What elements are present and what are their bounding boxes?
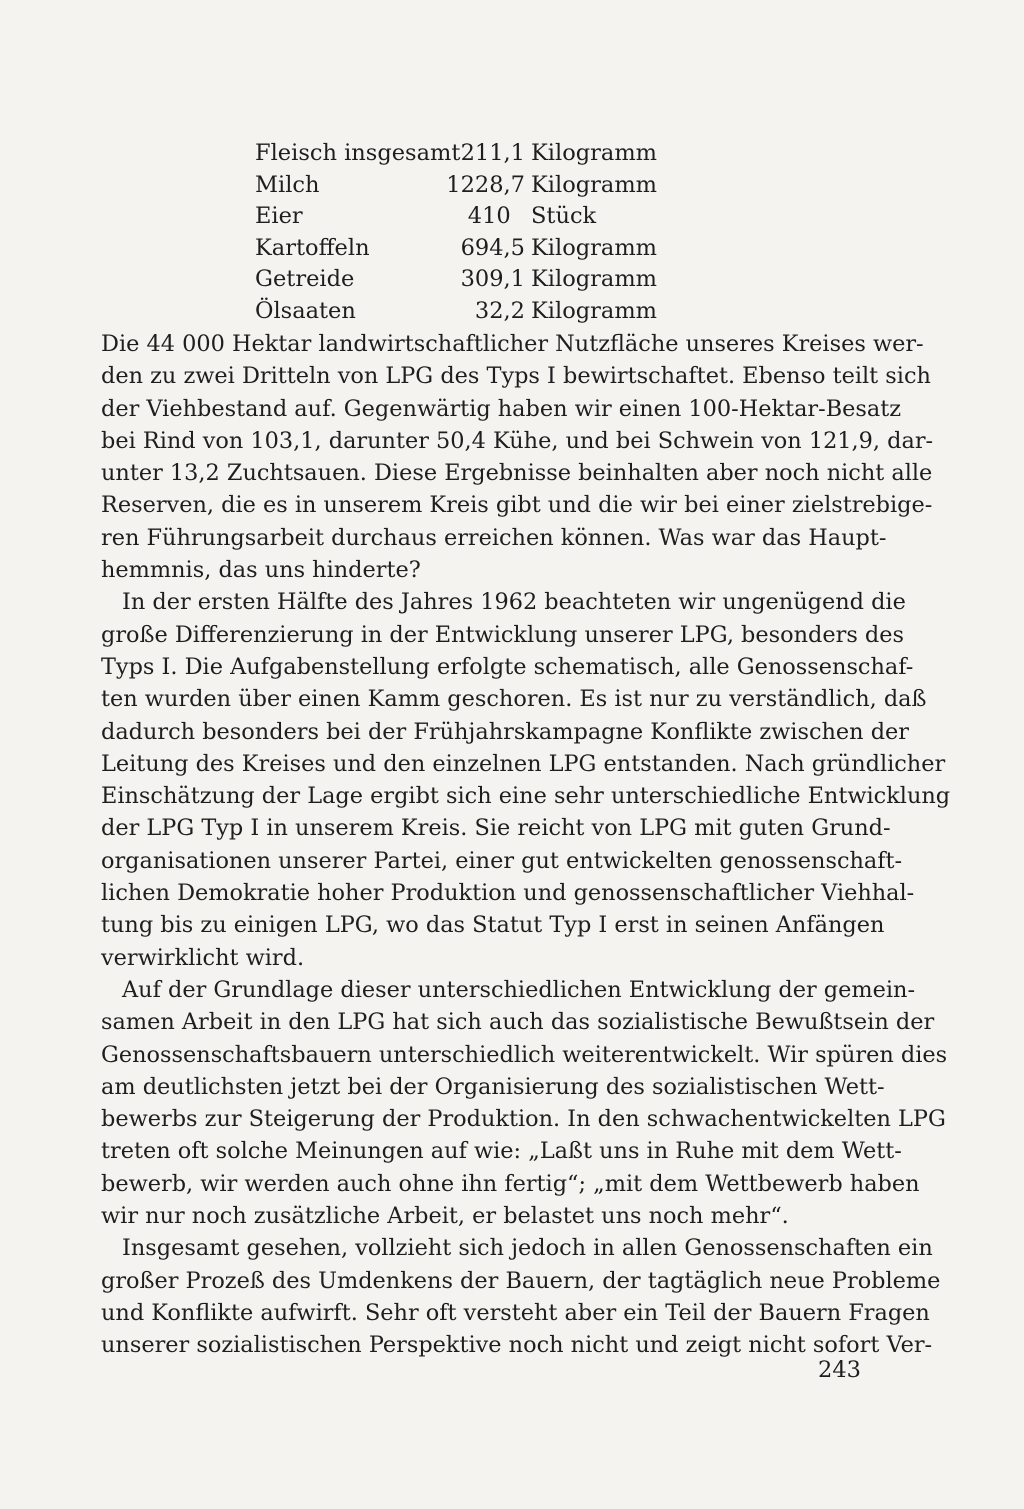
- text-line: verwirklicht wird.: [101, 944, 305, 971]
- paragraph: [101, 328, 934, 586]
- table-unit: Kilogramm: [531, 266, 657, 293]
- text-line: Die 44 000 Hektar landwirtschaftlicher Nutzfläche unseres Kreises wer-: [101, 331, 924, 357]
- text-line: am deutlichsten jetzt bei der Organisierung des sozialistischen Wett-: [101, 1073, 885, 1100]
- table-row: [255, 233, 725, 265]
- text-line: der LPG Typ I in unserem Kreis. Sie reicht von LPG mit guten Grund-: [101, 815, 891, 842]
- text-line: samen Arbeit in den LPG hat sich auch das sozialistische Bewußtsein der: [101, 1009, 935, 1036]
- table-value: 309,1: [460, 266, 525, 293]
- text-line: ten wurden über einen Kamm geschoren. Es ist nur zu verständlich, daß: [101, 686, 927, 713]
- table-unit: Kilogramm: [531, 171, 657, 198]
- table-value: 410: [467, 203, 525, 230]
- text-line: ren Führungsarbeit durchaus erreichen können. Was war das Haupt-: [101, 524, 887, 551]
- text-line: unserer sozialistischen Perspektive noch nicht und zeigt nicht sofort Ver-: [101, 1332, 933, 1359]
- paragraph: [101, 1232, 941, 1361]
- text-line: bewerb, wir werden auch ohne ihn fertig“; „mit dem Wettbewerb haben: [101, 1170, 920, 1197]
- text-line: lichen Demokratie hoher Produktion und genossenschaftlicher Viehhal-: [101, 880, 915, 907]
- paragraph: [101, 974, 948, 1232]
- text-line: tung bis zu einigen LPG, wo das Statut Typ I erst in seinen Anfängen: [101, 912, 885, 939]
- text-line: Leitung des Kreises und den einzelnen LPG entstanden. Nach gründlicher: [101, 750, 946, 777]
- text-line: den zu zwei Dritteln von LPG des Typs I bewirtschaftet. Ebenso teilt sich: [101, 363, 931, 390]
- table-unit: Kilogramm: [531, 140, 657, 166]
- table-row: [255, 264, 725, 296]
- paragraph: [101, 586, 951, 974]
- text-line: treten oft solche Meinungen auf wie: „Laßt uns in Ruhe mit dem Wett-: [101, 1138, 902, 1165]
- text-line: und Konflikte aufwirft. Sehr oft versteht aber ein Teil der Bauern Fragen: [101, 1299, 930, 1326]
- text-line: Insgesamt gesehen, vollzieht sich jedoch in allen Genossenschaften ein: [122, 1235, 933, 1262]
- table-label: Milch: [255, 171, 320, 198]
- page-number: 243: [818, 1357, 861, 1383]
- table-value: 211,1: [460, 140, 525, 166]
- text-line: Typs I. Die Aufgabenstellung erfolgte schematisch, alle Genossenschaf-: [101, 653, 914, 680]
- table-row: [255, 296, 725, 328]
- text-line: organisationen unserer Partei, einer gut entwickelten genossenschaft-: [101, 847, 903, 874]
- table-value: 32,2: [474, 297, 525, 324]
- table-unit: Stück: [531, 203, 597, 230]
- text-line: wir nur noch zusätzliche Arbeit, er belastet uns noch mehr“.: [101, 1203, 789, 1230]
- table-row: [255, 201, 725, 233]
- production-table: [255, 138, 725, 328]
- table-label: Kartoffeln: [255, 234, 370, 261]
- text-line: hemmnis, das uns hinderte?: [101, 557, 421, 584]
- text-line: großer Prozeß des Umdenkens der Bauern, der tagtäglich neue Probleme: [101, 1267, 941, 1294]
- text-line: Einschätzung der Lage ergibt sich eine sehr unterschiedliche Entwicklung: [101, 783, 951, 810]
- table-row: [255, 138, 725, 170]
- table-label: Eier: [255, 203, 303, 230]
- table-label: Getreide: [255, 266, 355, 293]
- text-line: Auf der Grundlage dieser unterschiedlichen Entwicklung der gemein-: [122, 976, 916, 1003]
- text-line: große Differenzierung in der Entwicklung unserer LPG, besonders des: [101, 621, 905, 648]
- body-text: [101, 328, 951, 1362]
- text-line: Genossenschaftsbauern unterschiedlich weiterentwickelt. Wir spüren dies: [101, 1041, 948, 1068]
- text-line: In der ersten Hälfte des Jahres 1962 beachteten wir ungenügend die: [122, 589, 906, 616]
- table-row: [255, 170, 725, 202]
- text-line: bewerbs zur Steigerung der Produktion. In den schwachentwickelten LPG: [101, 1106, 946, 1133]
- table-unit: Kilogramm: [531, 297, 657, 324]
- text-line: der Viehbestand auf. Gegenwärtig haben wir einen 100-Hektar-Besatz: [101, 395, 902, 422]
- table-label: Ölsaaten: [255, 297, 356, 324]
- text-line: dadurch besonders bei der Frühjahrskampagne Konflikte zwischen der: [101, 718, 909, 745]
- table-value: 1228,7: [446, 171, 525, 198]
- text-line: Reserven, die es in unserem Kreis gibt und die wir bei einer zielstrebige-: [101, 492, 933, 519]
- table-value: 694,5: [460, 234, 525, 261]
- text-line: bei Rind von 103,1, darunter 50,4 Kühe, und bei Schwein von 121,9, dar-: [101, 427, 934, 454]
- table-unit: Kilogramm: [531, 234, 657, 261]
- table-label: Fleisch insgesamt: [255, 140, 461, 166]
- text-line: unter 13,2 Zuchtsauen. Diese Ergebnisse beinhalten aber noch nicht alle: [101, 460, 933, 487]
